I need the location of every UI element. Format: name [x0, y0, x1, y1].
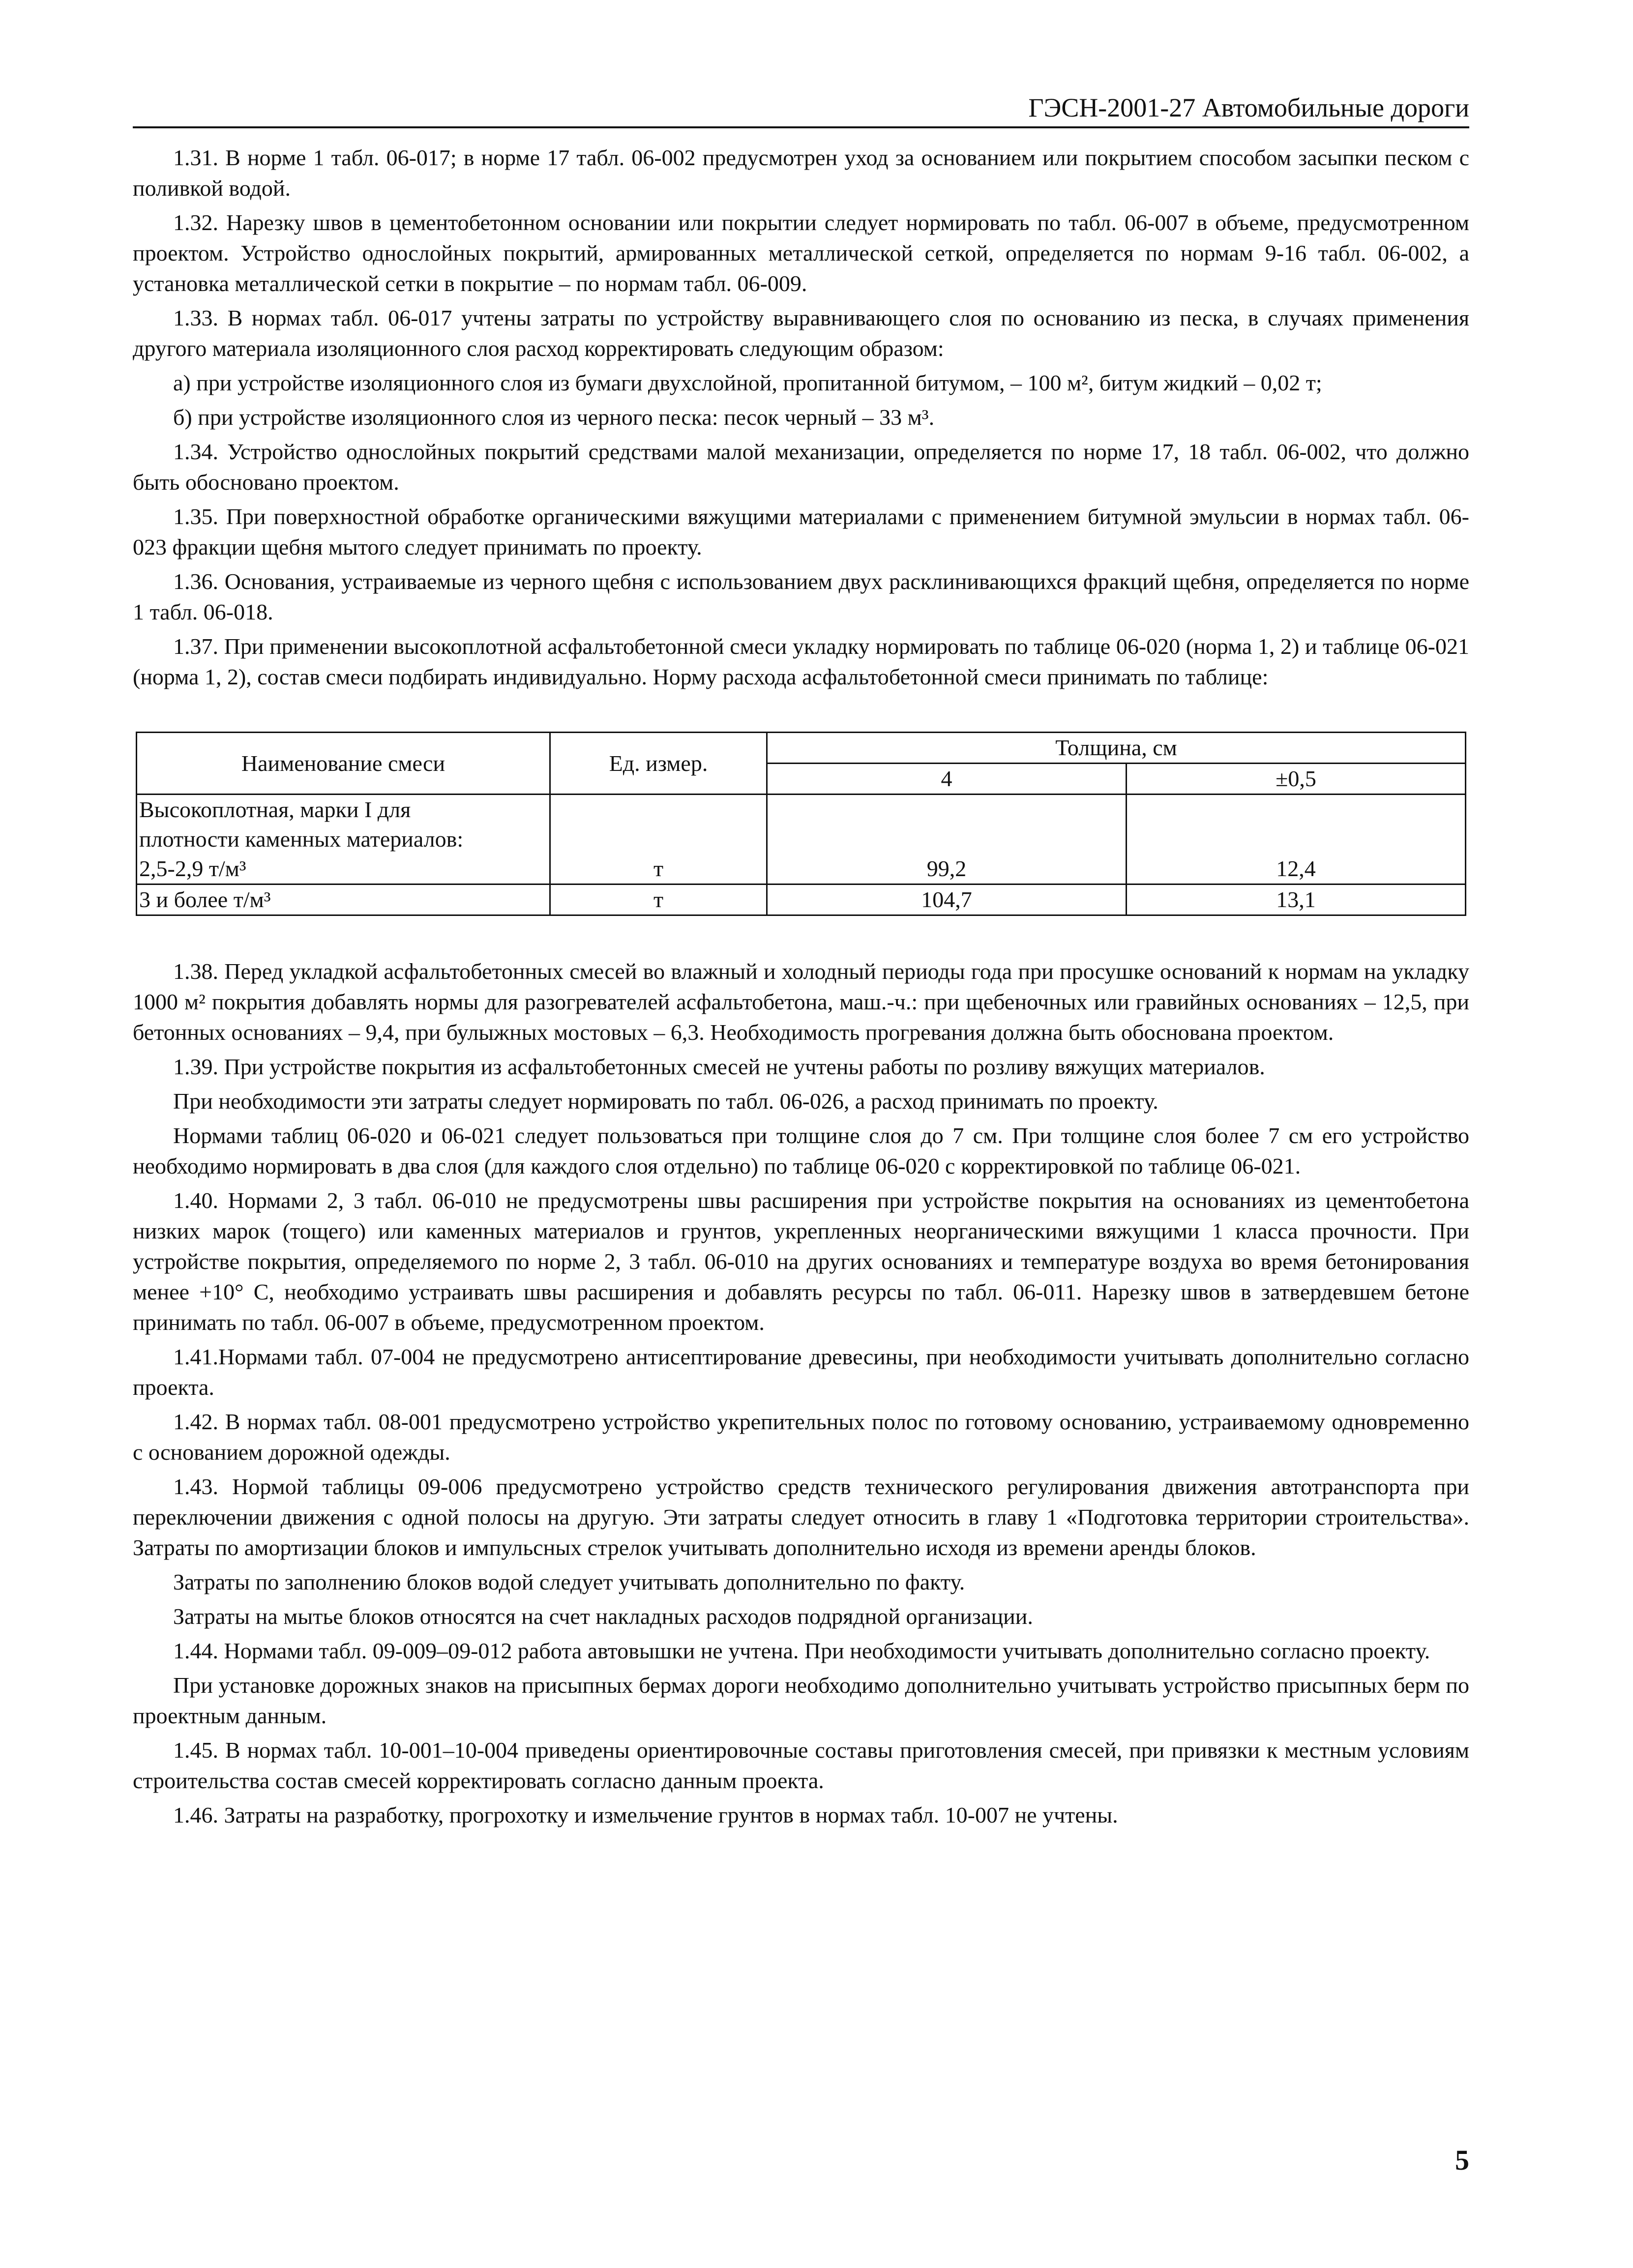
group-label-line-2: плотности каменных материалов:: [139, 826, 464, 852]
paragraph-1-39-cont-2: Нормами таблиц 06-020 и 06-021 следует пользоваться при толщине слоя до 7 см. При толщине слоя более 7 см его устройство необходимо нормировать в два слоя (для каждого слоя отдельно) по таблице 06-020 с корректировкой по таблице 06-021.: [133, 1123, 1469, 1178]
page-number: 5: [1455, 2144, 1469, 2176]
row-1-value-delta: 12,4: [1127, 795, 1466, 884]
paragraph-1-36: 1.36. Основания, устраиваемые из черного щебня с использованием двух расклинивающихся фракций щебня, определяется по норме 1 табл. 06-018.: [133, 569, 1469, 624]
row-2-unit: т: [550, 884, 767, 915]
paragraph-1-44: 1.44. Нормами табл. 09-009–09-012 работа автовышки не учтена. При необходимости учитывать дополнительно согласно проекту.: [173, 1638, 1430, 1663]
document-body: [133, 143, 1469, 1834]
paragraph-1-34: 1.34. Устройство однослойных покрытий средствами малой механизации, определяется по норме 17, 18 табл. 06-002, что должно быть обосновано проектом.: [133, 439, 1469, 495]
paragraph-1-42: 1.42. В нормах табл. 08-001 предусмотрено устройство укрепительных полос по готовому основанию, устраиваемому одновременно с основанием дорожной одежды.: [133, 1409, 1469, 1465]
paragraph-1-33: 1.33. В нормах табл. 06-017 учтены затраты по устройству выравнивающего слоя по основанию из песка, в случаях применения другого материала изоляционного слоя расход корректировать следующим образом:: [133, 305, 1469, 361]
header-thickness-delta: ±0,5: [1127, 764, 1466, 795]
paragraph-1-40: 1.40. Нормами 2, 3 табл. 06-010 не предусмотрены швы расширения при устройстве покрытия на основаниях из цементобетона низких марок (тощего) или каменных материалов и грунтов, укрепленных неорганическими вяжущими 1 класса прочности. При устройстве покрытия, определяемого по норме 2, 3 табл. 06-010 на других основаниях и температуре воздуха во время бетонирования менее +10° С, необходимо устраивать швы расширения и добавлять ресурсы по табл. 06-011. Нарезку швов в затвердевшем бетоне принимать по табл. 06-007 в объеме, предусмотренном проектом.: [133, 1188, 1469, 1335]
group-label-cell: [137, 795, 550, 884]
paragraph-1-33-a: а) при устройстве изоляционного слоя из бумаги двухслойной, пропитанной битумом, – 100 м², битум жидкий – 0,02 т;: [173, 370, 1322, 395]
group-label-line-1: Высокоплотная, марки I для: [139, 797, 411, 822]
mix-consumption-table: [136, 732, 1466, 916]
row-2-value-delta: 13,1: [1127, 884, 1466, 915]
paragraph-1-46: 1.46. Затраты на разработку, прогрохотку и измельчение грунтов в нормах табл. 10-007 не учтены.: [173, 1802, 1118, 1827]
paragraph-1-39-cont-1: При необходимости эти затраты следует нормировать по табл. 06-026, а расход принимать по проекту.: [173, 1089, 1158, 1114]
paragraph-1-39: 1.39. При устройстве покрытия из асфальтобетонных смесей не учтены работы по розливу вяжущих материалов.: [173, 1054, 1265, 1079]
header-unit: Ед. измер.: [550, 733, 767, 795]
header-thickness: Толщина, см: [767, 733, 1466, 764]
running-header: ГЭСН-2001-27 Автомобильные дороги: [133, 91, 1469, 128]
paragraph-1-37: 1.37. При применении высокоплотной асфальтобетонной смеси укладку нормировать по таблице 06-020 (норма 1, 2) и таблице 06-021 (норма 1, 2), состав смеси подбирать индивидуально. Норму расхода асфальтобетонной смеси принимать по таблице:: [133, 634, 1469, 689]
paragraph-1-43-cont-1: Затраты по заполнению блоков водой следует учитывать дополнительно по факту.: [173, 1569, 965, 1594]
paragraph-1-31: 1.31. В норме 1 табл. 06-017; в норме 17 табл. 06-002 предусмотрен уход за основанием или покрытием способом засыпки песком с поливкой водой.: [133, 145, 1469, 201]
paragraph-1-43-cont-2: Затраты на мытье блоков относятся на счет накладных расходов подрядной организации.: [173, 1604, 1033, 1629]
paragraph-1-45: 1.45. В нормах табл. 10-001–10-004 приведены ориентировочные составы приготовления смесей, при привязки к местным условиям строительства состав смесей корректировать согласно данным проекта.: [133, 1738, 1469, 1793]
paragraph-1-44-cont: При установке дорожных знаков на присыпных бермах дороги необходимо дополнительно учитывать устройство присыпных берм по проектным данным.: [133, 1673, 1469, 1728]
paragraph-1-41: 1.41.Нормами табл. 07-004 не предусмотрено антисептирование древесины, при необходимости учитывать дополнительно согласно проекта.: [133, 1344, 1469, 1400]
header-mix-name: Наименование смеси: [137, 733, 550, 795]
paragraph-1-35: 1.35. При поверхностной обработке органическими вяжущими материалами с применением битумной эмульсии в нормах табл. 06-023 фракции щебня мытого следует принимать по проекту.: [133, 504, 1469, 560]
mix-consumption-table-wrapper: [133, 732, 1469, 916]
row-2-value-4: 104,7: [767, 884, 1127, 915]
header-thickness-4: 4: [767, 764, 1127, 795]
paragraph-1-38: 1.38. Перед укладкой асфальтобетонных смесей во влажный и холодный периоды года при просушке оснований к нормам на укладку 1000 м² покрытия добавлять нормы для разогревателей асфальтобетона, маш.-ч.: при щебеночных или гравийных основаниях – 12,5, при бетонных основаниях – 9,4, при булыжных мостовых – 6,3. Необходимость прогревания должна быть обоснована проектом.: [133, 959, 1469, 1045]
row-1-unit: т: [550, 795, 767, 884]
row-1-value-4: 99,2: [767, 795, 1127, 884]
row-2-name: 3 и более т/м³: [137, 884, 550, 915]
paragraph-1-33-b: б) при устройстве изоляционного слоя из черного песка: песок черный – 33 м³.: [173, 405, 935, 430]
paragraph-1-43: 1.43. Нормой таблицы 09-006 предусмотрено устройство средств технического регулирования движения автотранспорта при переключении движения с одной полосы на другую. Эти затраты следует относить в главу 1 «Подготовка территории строительства». Затраты по амортизации блоков и импульсных стрелок учитывать дополнительно исходя из времени аренды блоков.: [133, 1474, 1469, 1560]
row-1-name: 2,5-2,9 т/м³: [139, 856, 246, 881]
paragraph-1-32: 1.32. Нарезку швов в цементобетонном основании или покрытии следует нормировать по табл. 06-007 в объеме, предусмотренном проектом. Устройство однослойных покрытий, армированных металлической сеткой, определяется по нормам 9-16 табл. 06-002, а установка металлической сетки в покрытие – по нормам табл. 06-009.: [133, 210, 1469, 296]
